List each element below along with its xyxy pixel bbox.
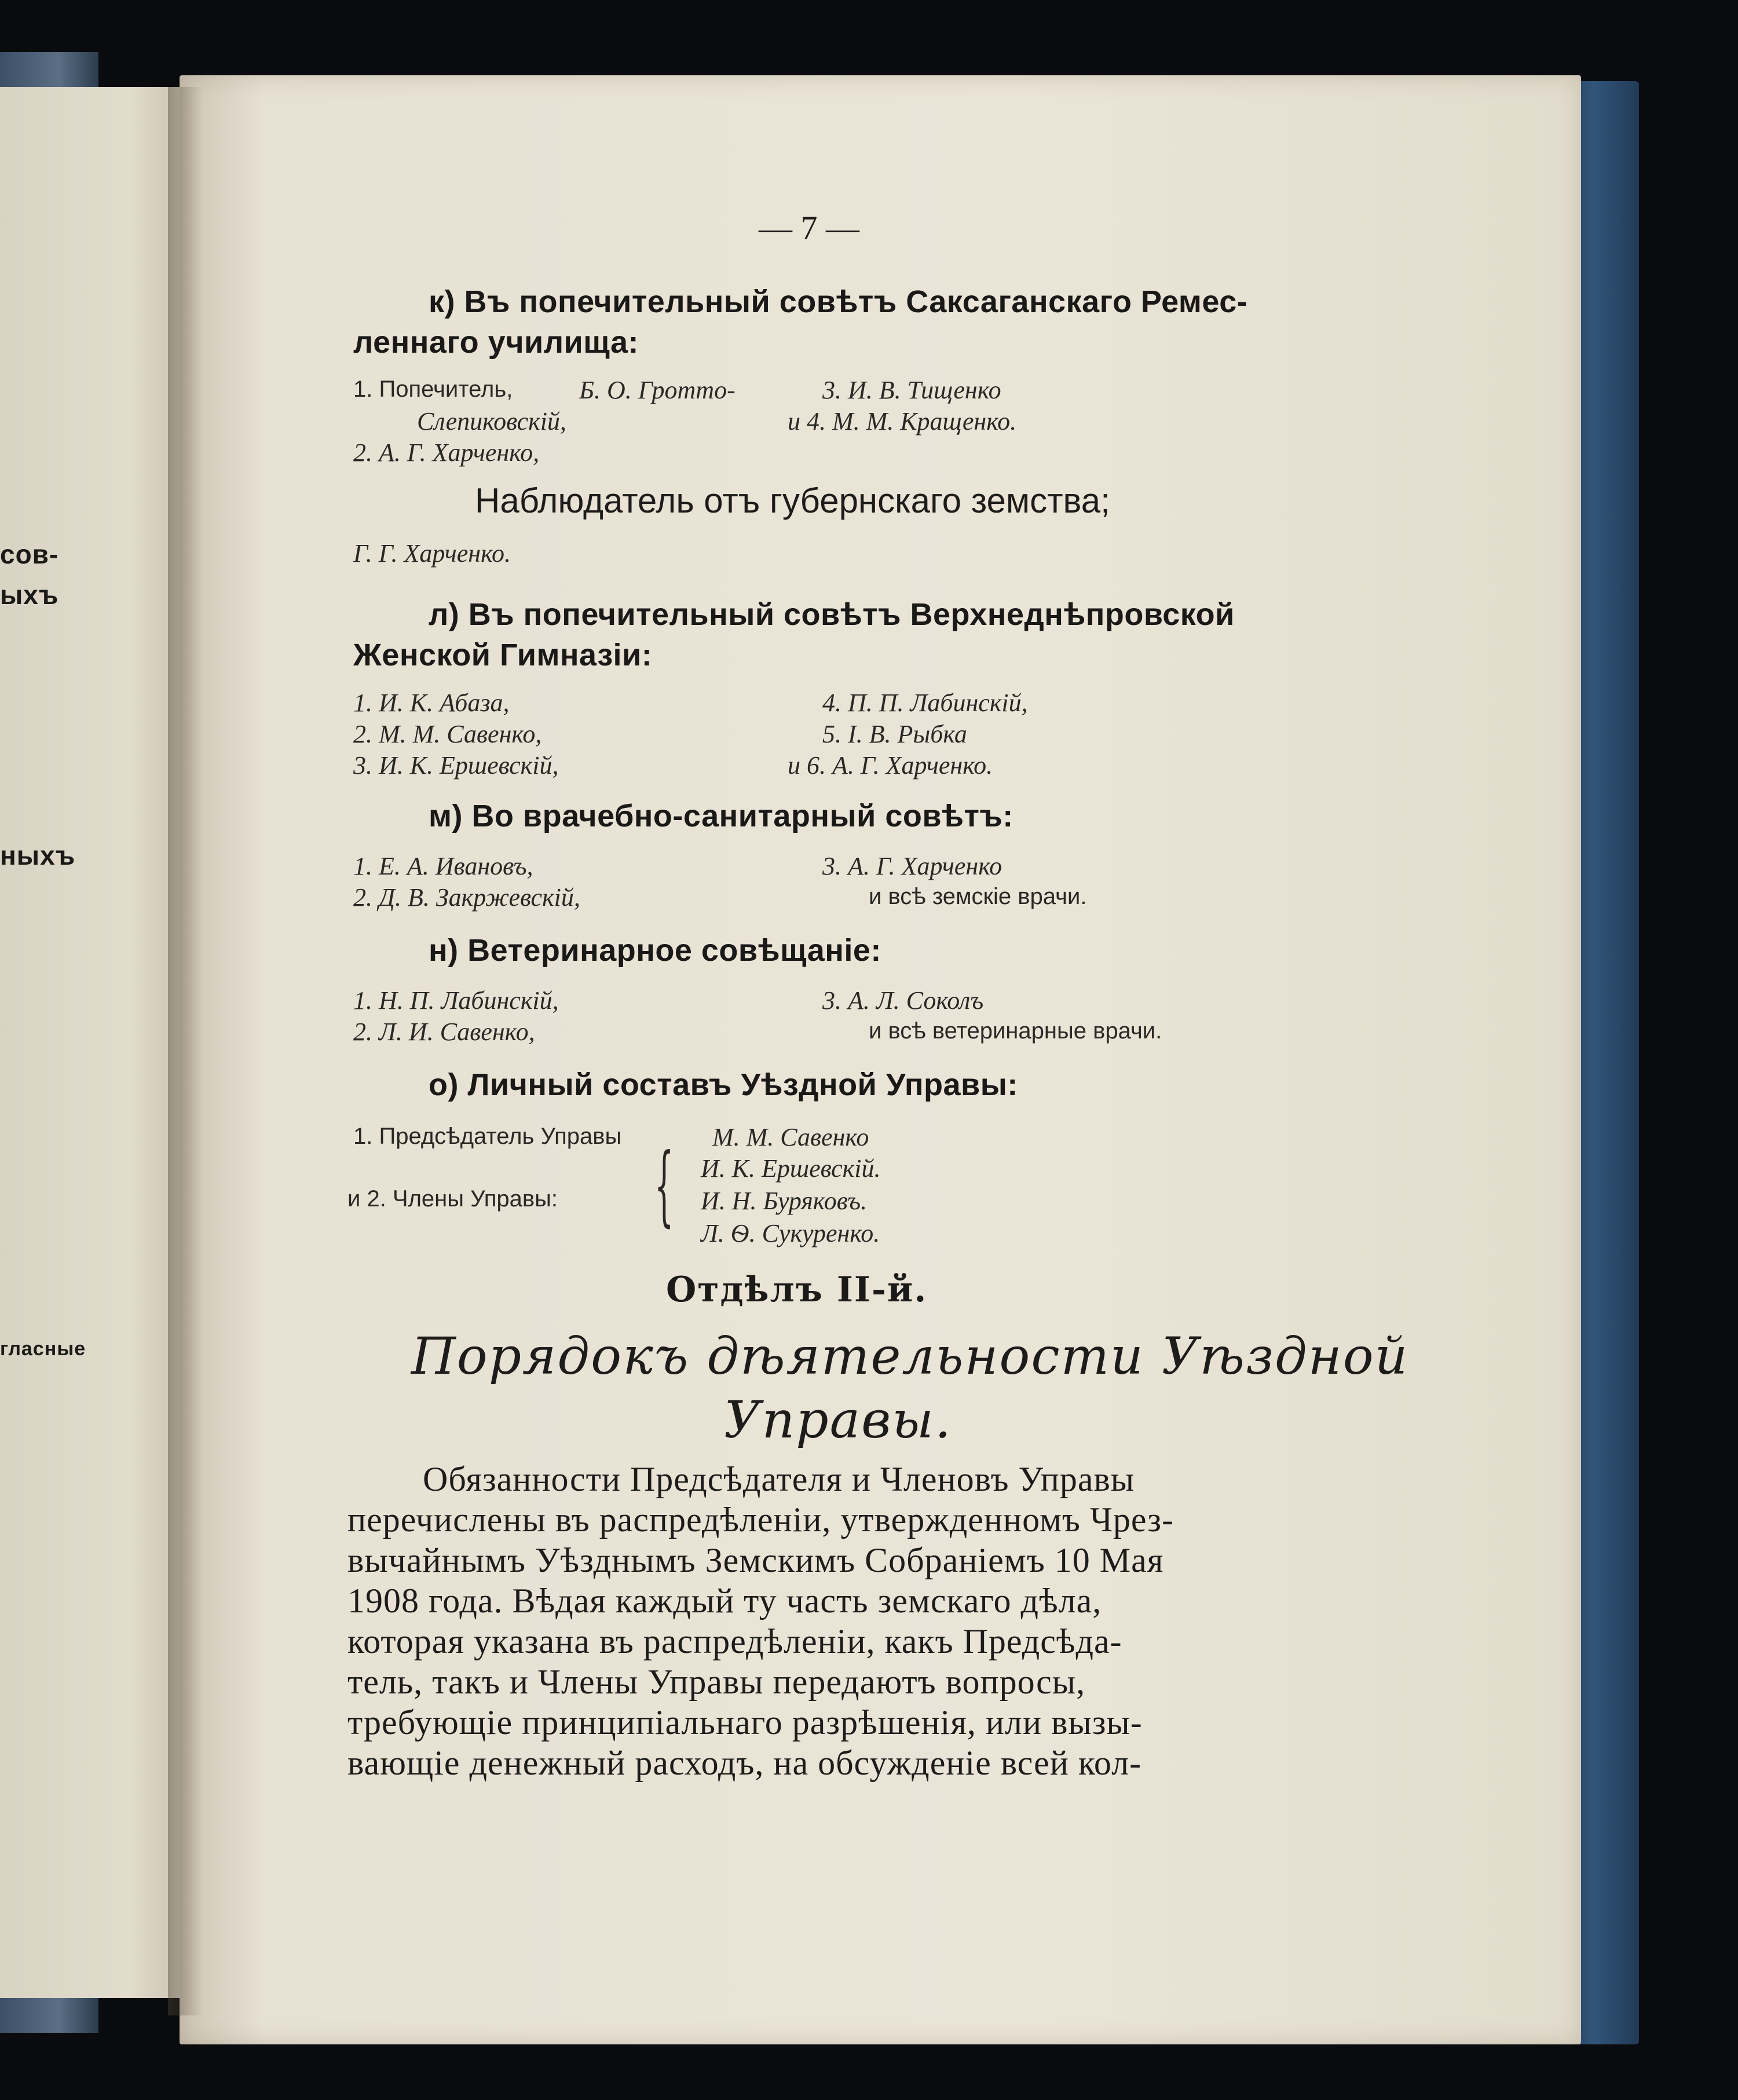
left-fragment: ныхъ (0, 840, 76, 870)
l-item: 5. І. В. Рыбка (822, 720, 967, 748)
left-fragment: сов- (0, 539, 59, 569)
o-member: И. Н. Буряковъ. (701, 1187, 868, 1215)
page-number: — 7 — (759, 209, 859, 247)
k-item-1-label: 1. Попечитель, (353, 376, 513, 402)
section-k-title-cont: леннаго училища: (353, 325, 639, 360)
l-item: 3. И. К. Ершевскій, (353, 751, 559, 780)
o-members-label: и 2. Члены Управы: (347, 1186, 558, 1212)
m-item: 2. Д. В. Закржевскій, (353, 883, 580, 912)
m-item-note: и всѣ земскіе врачи. (869, 884, 1087, 909)
section-o-title: о) Личный составъ Уѣздной Управы: (429, 1067, 1018, 1102)
paragraph-line: требующіе принципіальнаго разрѣшенія, или вызы- (347, 1703, 1143, 1742)
n-item: 2. Л. И. Савенко, (353, 1018, 535, 1046)
left-fragment: ыхъ (0, 580, 59, 610)
l-item: 2. М. М. Савенко, (353, 720, 542, 748)
o-member: Л. Ѳ. Сукуренко. (701, 1219, 880, 1247)
page-gutter-shadow (168, 87, 203, 2015)
brace-icon: { (654, 1135, 674, 1236)
l-item: 1. И. К. Абаза, (353, 689, 510, 717)
k-observer-name: Г. Г. Харченко. (353, 539, 511, 568)
paragraph-line: тель, такъ и Члены Управы передаютъ вопросы, (347, 1663, 1086, 1701)
paragraph-line: вающіе денежный расходъ, на обсужденіе всей кол- (347, 1744, 1142, 1782)
section-ii-title: Порядокъ дѣятельности Уѣздной (411, 1326, 1409, 1386)
l-item: 4. П. П. Лабинскій, (822, 689, 1028, 717)
n-item-note: и всѣ ветеринарные врачи. (869, 1018, 1162, 1044)
section-l-title: л) Въ попечительный совѣтъ Верхнеднѣпровской (429, 597, 1235, 632)
o-chair-label: 1. Предсѣдатель Управы (353, 1124, 622, 1149)
k-item-2: 2. А. Г. Харченко, (353, 438, 540, 467)
section-l-title-cont: Женской Гимназіи: (353, 638, 653, 672)
k-item-1-name: Б. О. Гротто- (579, 376, 736, 404)
k-observer-label: Наблюдатель отъ губернскаго земства; (475, 481, 1110, 520)
section-m-title: м) Во врачебно-санитарный совѣтъ: (429, 799, 1013, 833)
o-member: И. К. Ершевскій. (701, 1154, 881, 1183)
m-item: 1. Е. А. Ивановъ, (353, 852, 533, 880)
k-item-3: 3. И. В. Тищенко (822, 376, 1001, 404)
paragraph-line: 1908 года. Вѣдая каждый ту часть земскаго дѣла, (347, 1582, 1102, 1620)
paragraph-line: Обязанности Предсѣдателя и Членовъ Управы (423, 1460, 1135, 1498)
o-chair-name: М. М. Савенко (712, 1123, 869, 1151)
paragraph-line: перечислены въ распредѣленіи, утвержденномъ Чрез- (347, 1501, 1174, 1539)
left-page (0, 87, 185, 1998)
n-item: 1. Н. П. Лабинскій, (353, 986, 559, 1015)
section-ii-title-cont: Управы. (724, 1390, 952, 1450)
k-item-1-name-cont: Слепиковскій, (417, 407, 566, 436)
section-n-title: н) Ветеринарное совѣщаніе: (429, 933, 881, 968)
n-item: 3. А. Л. Соколъ (822, 986, 984, 1015)
left-fragment: гласные (0, 1338, 86, 1360)
right-page (180, 75, 1581, 2044)
m-item: 3. А. Г. Харченко (822, 852, 1002, 880)
l-item: и 6. А. Г. Харченко. (788, 751, 993, 780)
k-item-4: и 4. М. М. Кращенко. (788, 407, 1017, 436)
section-ii-heading: Отдѣлъ II-й. (666, 1269, 928, 1310)
paragraph-line: которая указана въ распредѣленіи, какъ Предсѣда- (347, 1622, 1122, 1660)
section-k-title: к) Въ попечительный совѣтъ Саксаганскаго Ремес- (429, 284, 1248, 319)
paragraph-line: вычайнымъ Уѣзднымъ Земскимъ Собраніемъ 10 Мая (347, 1541, 1164, 1579)
